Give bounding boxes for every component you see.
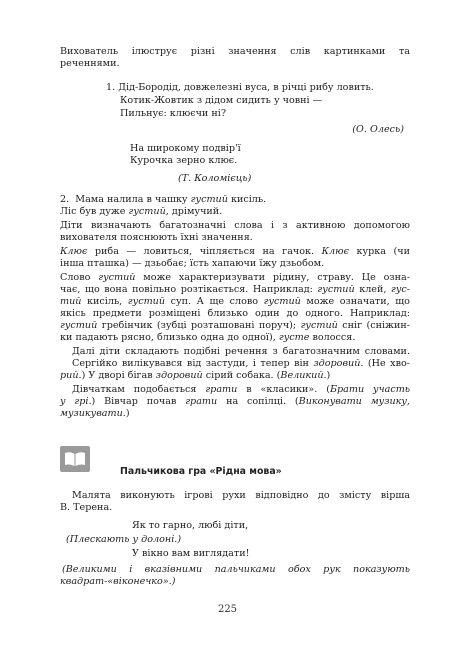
example1b-line-1: На широкому подвір'ї (130, 143, 241, 154)
para3-text: сніг (сніжин- (342, 320, 410, 331)
para3-text: чає, що вона повільно розтікається. Наприклад: (60, 284, 313, 295)
para4-em: грати (205, 384, 238, 395)
page-number: 225 (217, 604, 238, 615)
para4-text: Дівчаткам подобається (72, 384, 197, 395)
para4-text: Сергійко вилікувався від застуди, і тепер він (72, 358, 309, 369)
para3-em: гус- (390, 284, 410, 295)
para4-text: ) У дворі бігав (81, 370, 153, 381)
para4-line-3 (60, 370, 330, 382)
para3-text: суп. А ще слово (170, 296, 259, 307)
para3-em: густий (317, 284, 355, 295)
example2-text-a1: Мама налила в чашку (75, 194, 188, 205)
example2-line-1 (60, 194, 266, 206)
example1-line-3: Пильнує: клюєчи ні? (120, 108, 226, 119)
para3-text: гребінчик (зубці розташовані поруч); (101, 320, 297, 331)
para3-line-1 (60, 272, 410, 284)
example2-em-b: густий (128, 206, 166, 217)
example2-line-2 (60, 206, 222, 218)
example2-text-a2: кисіль. (230, 194, 267, 205)
para3-text: Слово (60, 272, 91, 283)
para3-text: ки падають рясно, близько одна до одної), (60, 332, 276, 343)
para2-em-2: Клює (321, 246, 349, 257)
open-book-icon (60, 446, 90, 472)
intro-line-2: реченнями. (60, 58, 120, 69)
game-line-1: Малята виконують ігрові рухи відповідно до змісту вірша (72, 490, 410, 501)
para3-line-3 (60, 296, 410, 308)
para3-em: густий (60, 320, 98, 331)
para4-line-4 (72, 384, 410, 396)
para4-text: в «класики». ( (246, 384, 330, 395)
para3-line-4: якісь предмети розміщені близько один до одного. Наприклад: (60, 308, 410, 319)
para2-line-2: інша пташка) — дзьобає; їсть хапаючи їжу дзьобом. (60, 258, 325, 269)
example2-number: 2. (60, 194, 70, 205)
para3-text: може означати, що (306, 296, 410, 307)
para2-em-1: Клює (60, 246, 88, 257)
para4-text: ) Вівчар почав (91, 396, 177, 407)
para3-text: волосся. (312, 332, 356, 343)
para3-em: густе (278, 332, 310, 343)
para4-em: Брати участь (329, 384, 411, 395)
para4-text: ) (326, 370, 331, 381)
verse-note-3: квадрат-«віконечко».) (60, 576, 176, 587)
para4-line-2 (72, 358, 410, 370)
intro-line-1: Вихователь ілюструє різні значення слів картинками та (60, 46, 410, 57)
para4-em: музикувати. (60, 408, 126, 419)
example1b-author: (Т. Коломієць) (178, 173, 252, 184)
para1-line-2: вихователя пояснюють їхні значення. (60, 232, 253, 243)
para4-em: здоровий (313, 358, 361, 369)
verse-line-1: Як то гарно, любі діти, (132, 520, 249, 531)
verse-note-1: (Плескають у долоні.) (66, 534, 182, 545)
para3-line-2 (60, 284, 410, 296)
para4-em: Виконувати музику, (298, 396, 410, 407)
para3-text: клей, (359, 284, 387, 295)
para3-em: густий (263, 296, 301, 307)
para3-text: кисіль, (87, 296, 123, 307)
para2-text-a: риба — ловиться, чіпляється на гачок. (94, 246, 315, 257)
para3-em: тий (60, 296, 82, 307)
para3-text: може характеризувати рідину, страву. Це озна- (143, 272, 410, 283)
para4-em: у грі. (60, 396, 92, 407)
game-title: Пальчикова гра «Рідна мова» (120, 466, 282, 477)
para3-em: густий (98, 272, 136, 283)
para4-text: сірий собака. ( (205, 370, 281, 381)
example1-author: (О. Олесь) (352, 124, 404, 135)
para3-em: густий (127, 296, 166, 307)
para4-em: Великий. (280, 370, 327, 381)
verse-line-2: У вікно вам виглядати! (132, 548, 250, 559)
verse-note-2: (Великими і вказівними пальчиками обох рук показують (62, 564, 410, 575)
example1-line-1: 1. Дід-Бородід, довжелезні вуса, в річці рибу ловить. (106, 82, 374, 93)
para2-text-b: курка (чи (356, 246, 410, 257)
para3-em: густий (300, 320, 338, 331)
example2-text-b2: , дрімучий. (165, 206, 223, 217)
para4-text: . (Не хво- (360, 358, 411, 369)
para4-line-1: Далі діти складають подібні речення з багатозначним словами. (72, 346, 410, 357)
game-line-2: В. Терена. (60, 502, 113, 513)
para4-em: грати (185, 396, 218, 407)
example2-text-b1: Ліс був дуже (60, 206, 126, 217)
para3-line-6 (60, 332, 355, 344)
example2-em-a: густий (190, 194, 228, 205)
para4-em: здоровий (155, 370, 203, 381)
para4-em: рий. (60, 370, 82, 381)
para2-line-1 (60, 246, 410, 258)
example1-line-2: Котик-Жовтик з дідом сидить у човні — (120, 95, 323, 106)
para4-line-6 (60, 408, 130, 420)
para1-line-1: Діти визначають багатозначні слова і з активною допомогою (60, 220, 410, 231)
para3-line-5 (60, 320, 410, 332)
para4-line-5 (60, 396, 410, 408)
para4-text: ) (125, 408, 130, 419)
example1b-line-2: Курочка зерно клює. (130, 155, 238, 166)
para4-text: на сопілці. ( (226, 396, 299, 407)
